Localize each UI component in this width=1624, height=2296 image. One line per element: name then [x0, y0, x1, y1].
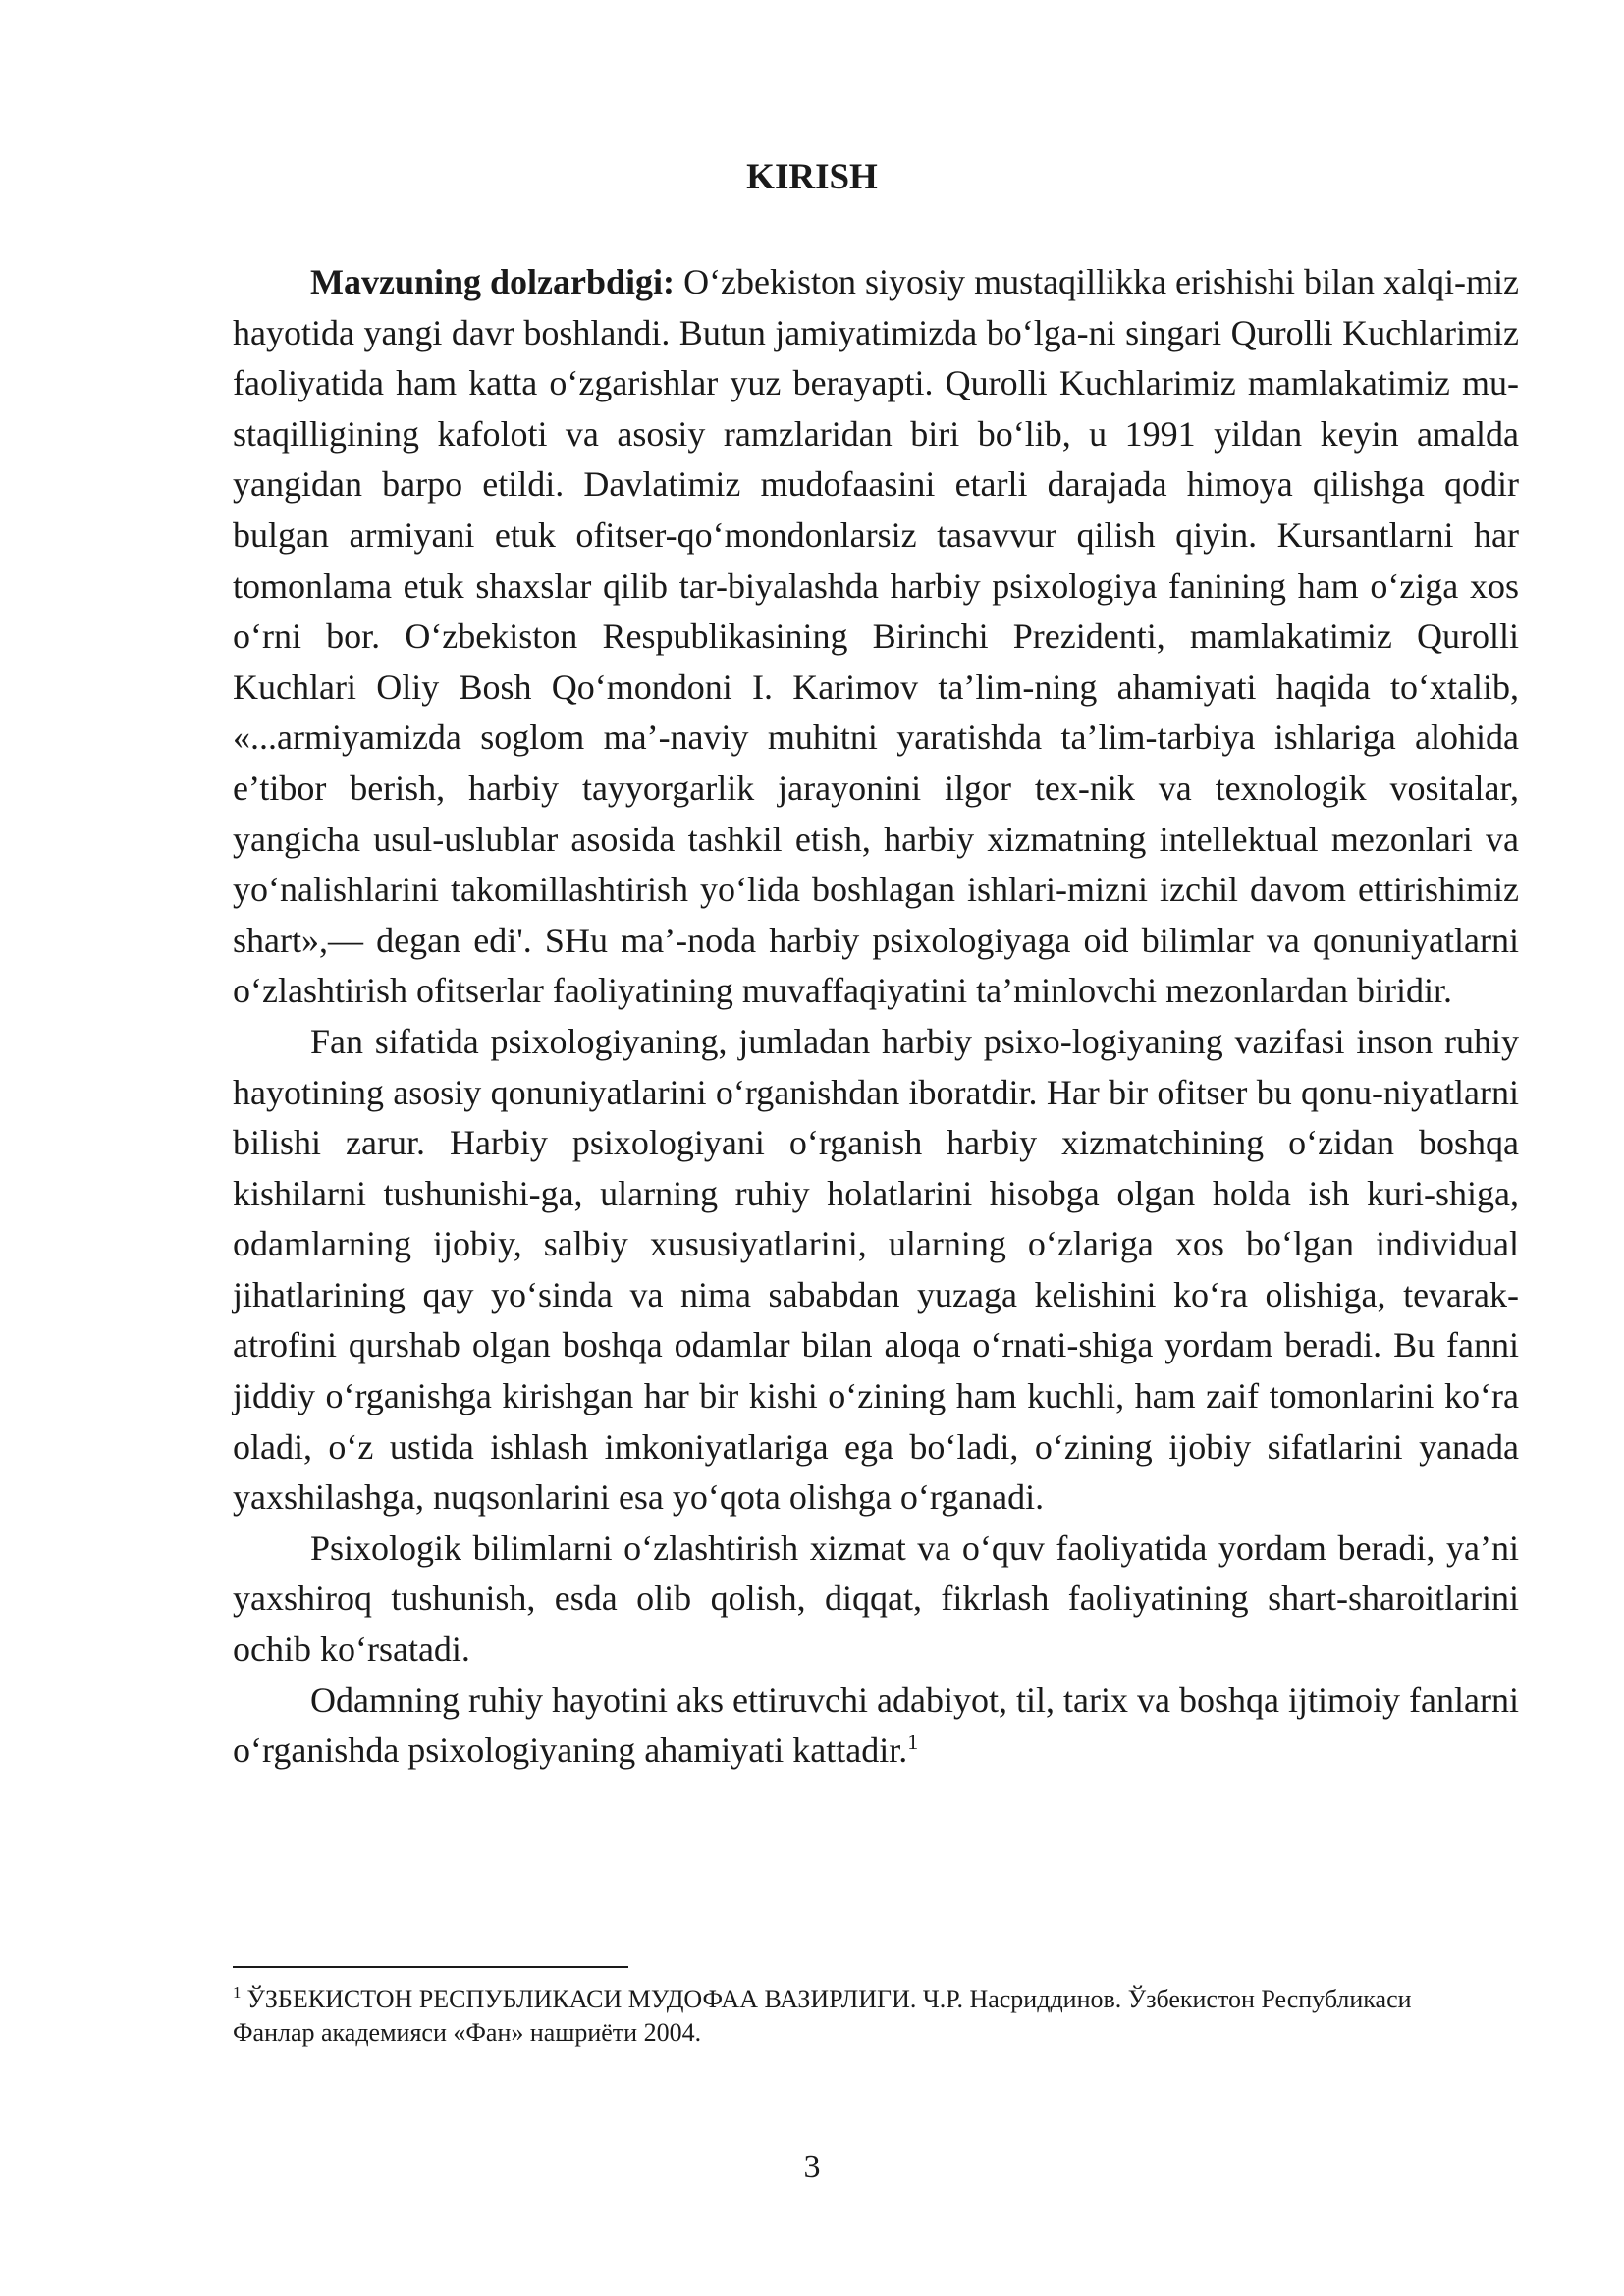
footnote — [233, 1983, 1489, 2050]
paragraph-knowledge — [233, 1523, 1519, 1676]
footnote-marker: 1 — [233, 1983, 242, 2002]
paragraph-lead: Mavzuning dolzarbdigi: — [310, 262, 676, 301]
page-number: 3 — [803, 2149, 821, 2185]
paragraph-importance — [233, 1676, 1519, 1777]
page-title: KIRISH — [746, 157, 878, 197]
footnote-text: ЎЗБЕКИСТОН РЕСПУБЛИКАСИ МУДОФАА ВАЗИРЛИГИ. Ч.Р. Насриддинов. Ўзбекистон Республикаси Фанлар академияси «Фан» нашриёти 2004. — [233, 1985, 1412, 2047]
paragraph-text: O‘zbekiston siyosiy mustaqillikka erishishi bilan xalqi-miz hayotida yangi davr boshlandi. Butun jamiyatimizda bo‘lga-ni singari Qurolli Kuchlarimiz faoliyatida ham katta o‘zgarishlar yuz berayapti. Qurolli Kuchlarimiz mamlakatimiz mu-staqilligining kafoloti va asosiy ramzlaridan biri bo‘lib, u 1991 yildan keyin amalda yangidan barpo etildi. Davlatimiz mudofaasini etarli darajada himoya qilishga qodir bulgan armiyani etuk ofitser-qo‘mondonlarsiz tasavvur qilish qiyin. Kursantlarni har tomonlama etuk shaxslar qilib tar-biyalashda harbiy psixologiya fanining ham o‘ziga xos o‘rni bor. O‘zbekiston Respublikasining Birinchi Prezidenti, mamlakatimiz Qurolli Kuchlari Oliy Bosh Qo‘mondoni I. Karimov ta’lim-ning ahamiyati haqida to‘xtalib, «...armiyamizda soglom ma’-naviy muhitni yaratishda ta’lim-tarbiya ishlariga alohida e’tibor berish, harbiy tayyorgarlik jarayonini ilgor tex-nik va texnologik vositalar, yangicha usul-uslublar asosida tashkil etish, harbiy xizmatning intellektual mezonlari va yo‘nalishlarini takomillashtirish yo‘lida boshlagan ishlari-mizni izchil davom ettirishimiz shart»,— degan edi'. SHu ma’-noda harbiy psixologiyaga oid bilimlar va qonuniyatlarni o‘zlashtirish ofitserlar faoliyatining muvaffaqiyatini ta’minlovchi mezonlardan biridir. — [233, 262, 1520, 1011]
footnote-divider — [233, 1966, 628, 1968]
paragraph-psychology-tasks — [233, 1017, 1519, 1523]
footnote-reference: 1 — [907, 1730, 919, 1755]
paragraph-relevance — [233, 257, 1519, 1017]
paragraph-text: Fan sifatida psixologiyaning, jumladan harbiy psixo-logiyaning vazifasi inson ruhiy hayotining asosiy qonuniyatlarini o‘rganishdan iboratdir. Har bir ofitser bu qonu-niyatlarni bilishi zarur. Harbiy psixologiyani o‘rganish harbiy xizmatchining o‘zidan boshqa kishilarni tushunishi-ga, ularning ruhiy holatlarini hisobga olgan holda ish kuri-shiga, odamlarning ijobiy, salbiy xususiyatlarini, ularning o‘zlariga xos bo‘lgan individual jihatlarining qay yo‘sinda va nima sababdan yuzaga kelishini ko‘ra olishiga, tevarak-atrofini qurshab olgan boshqa odamlar bilan aloqa o‘rnati-shiga yordam beradi. Bu fanni jiddiy o‘rganishga kirishgan har bir kishi o‘zining ham kuchli, ham zaif tomonlarini ko‘ra oladi, o‘z ustida ishlash imkoniyatlariga ega bo‘ladi, o‘zining ijobiy sifatlarini yanada yaxshilashga, nuqsonlarini esa yo‘qota olishga o‘rganadi. — [233, 1021, 1519, 1518]
paragraph-text: Psixologik bilimlarni o‘zlashtirish xizmat va o‘quv faoliyatida yordam beradi, ya’ni yaxshiroq tushunish, esda olib qolish, diqqat, fikrlash faoliyatining shart-sharoitlarini ochib ko‘rsatadi. — [233, 1527, 1519, 1670]
body-text — [233, 257, 1519, 1777]
paragraph-text: Odamning ruhiy hayotini aks ettiruvchi adabiyot, til, tarix va boshqa ijtimoiy fanlarni o‘rganishda psixologiyaning ahamiyati kattadir. — [233, 1680, 1519, 1771]
